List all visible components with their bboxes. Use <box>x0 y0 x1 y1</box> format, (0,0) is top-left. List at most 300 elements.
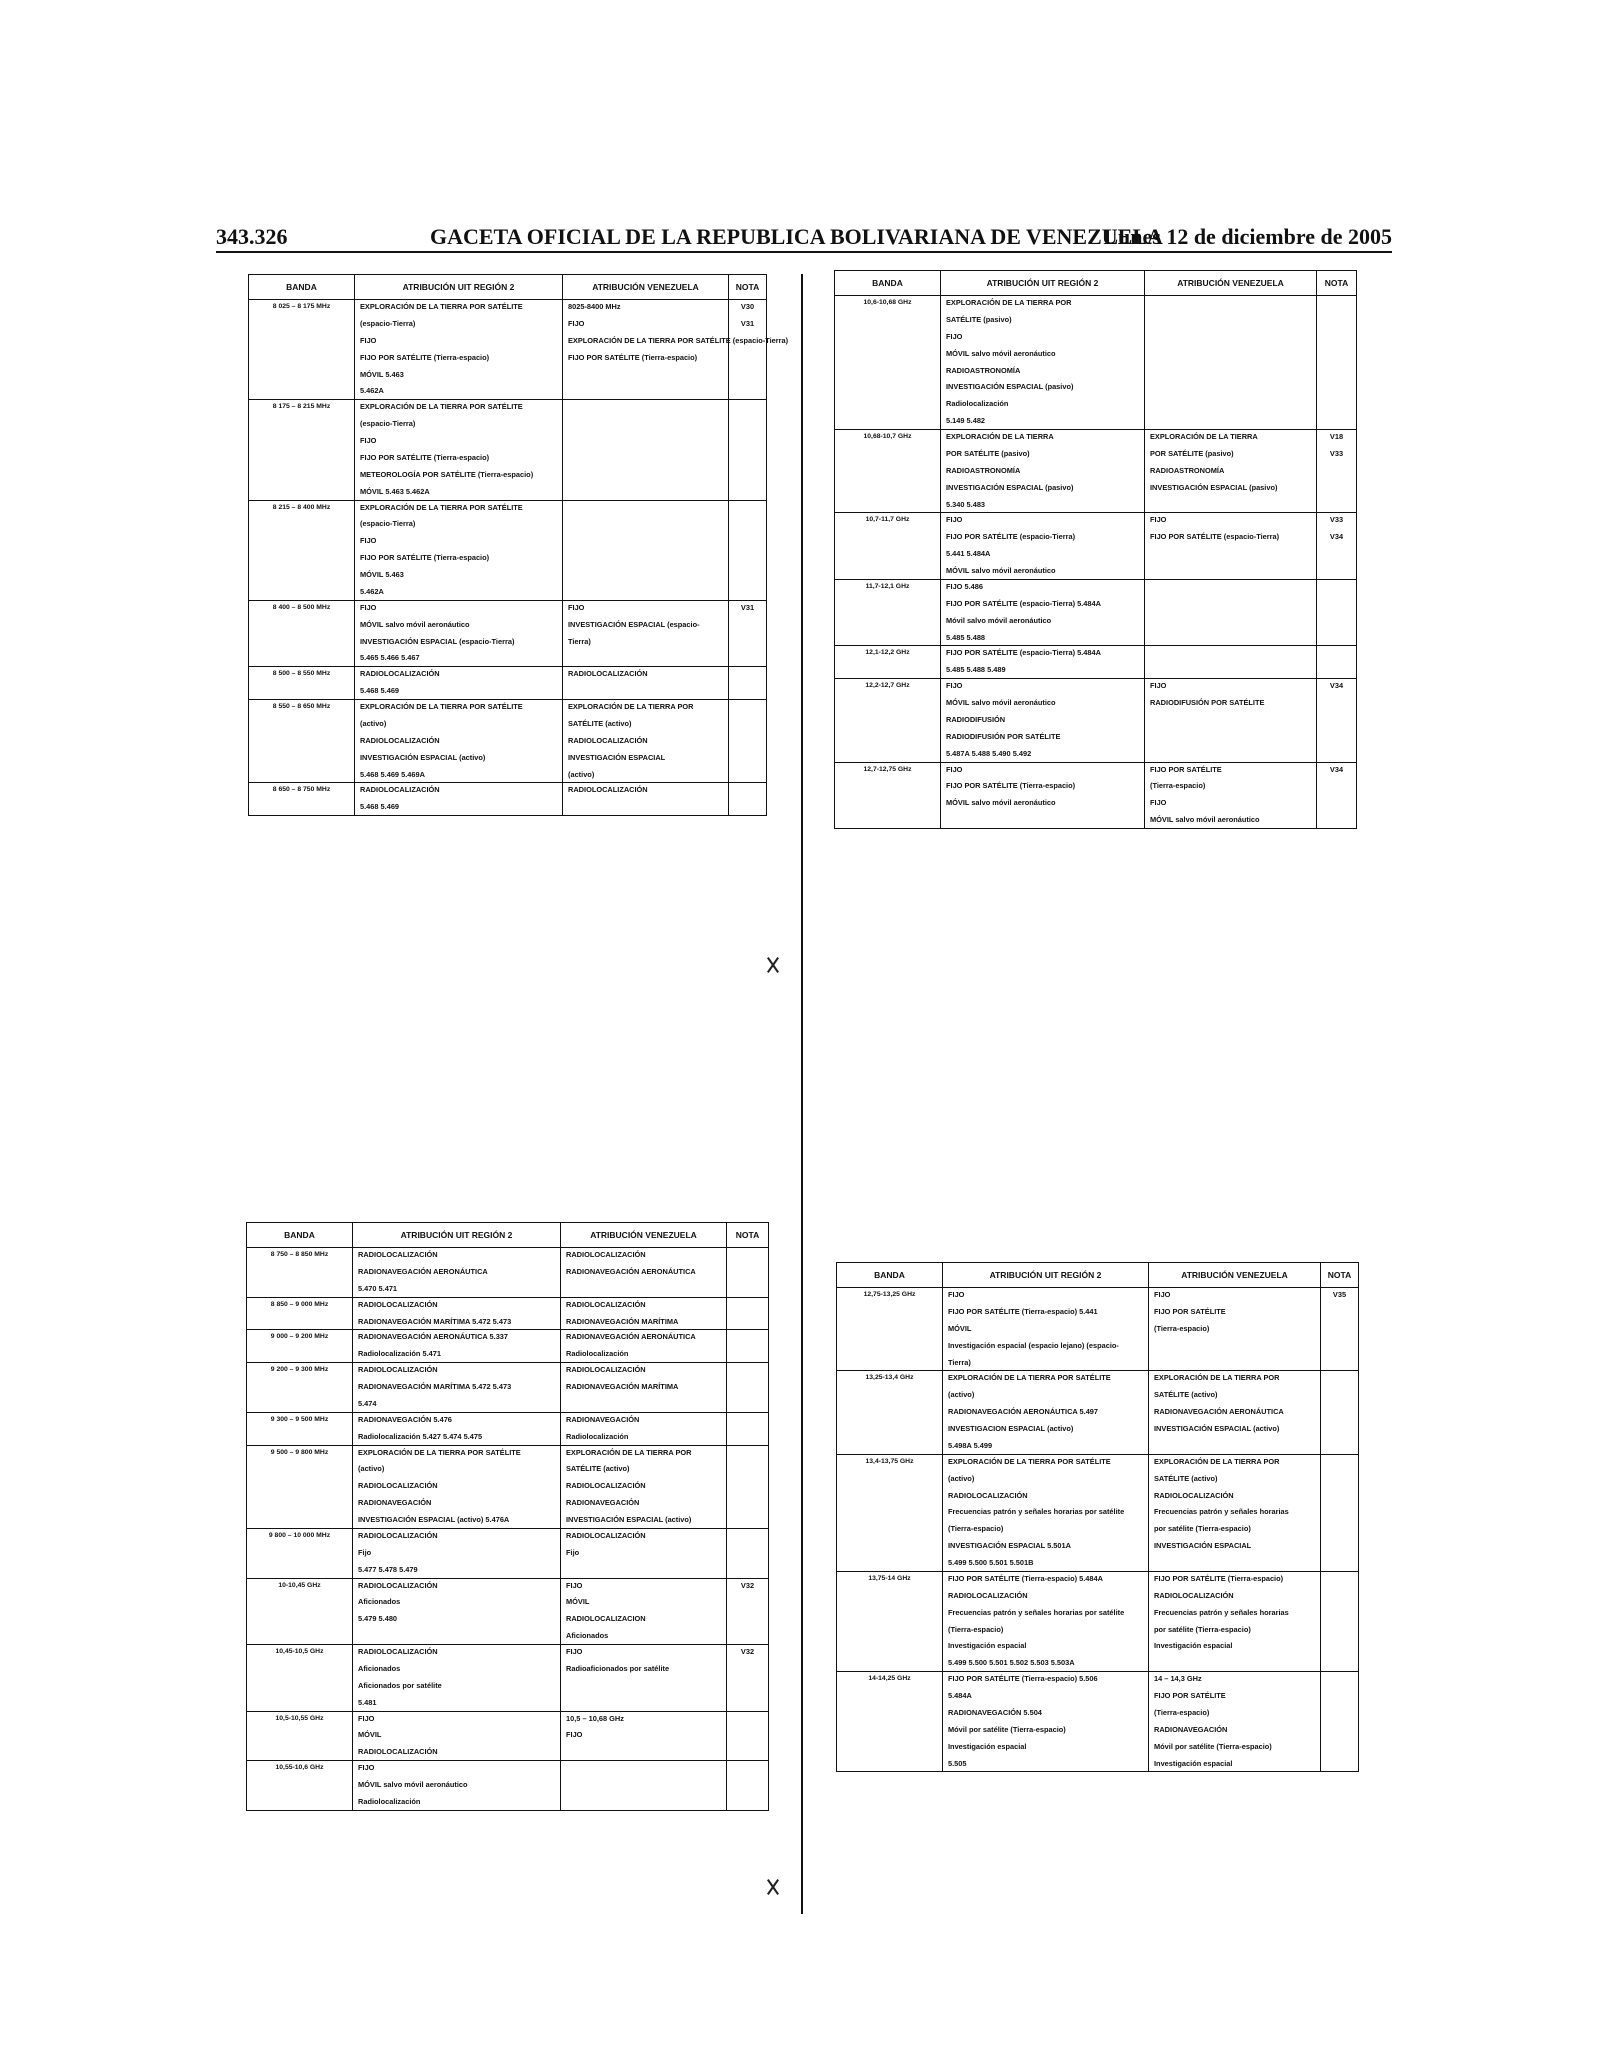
allocation-line: RADIONAVEGACIÓN MARÍTIMA <box>566 1382 679 1391</box>
allocation-line: RADIOLOCALIZACIÓN <box>360 735 440 745</box>
gazette-title: GACETA OFICIAL DE LA REPUBLICA BOLIVARIANA DE VENEZUELA <box>430 224 1163 249</box>
uit-allocation-cell <box>941 513 1145 580</box>
allocation-line: Investigación espacial <box>948 1741 1027 1751</box>
allocation-line: INVESTIGACIÓN ESPACIAL (activo) <box>1154 1424 1280 1433</box>
allocation-line: EXPLORACIÓN DE LA TIERRA POR SATÉLITE <box>360 502 523 512</box>
band-cell: 10,45-10,5 GHz <box>247 1645 353 1712</box>
note-cell <box>1317 296 1357 430</box>
uit-allocation-cell <box>353 1645 561 1712</box>
allocation-line: FIJO POR SATÉLITE (espacio-Tierra) <box>1150 532 1280 542</box>
uit-allocation-cell <box>353 1297 561 1330</box>
allocation-line: 5.487A 5.488 5.490 5.492 <box>946 748 1032 758</box>
table-row <box>835 513 1357 580</box>
allocation-line: 5.505 <box>948 1758 967 1768</box>
note-code: V32 <box>740 1580 755 1590</box>
allocation-line: RADIOASTRONOMÍA <box>1150 465 1225 475</box>
allocation-line: RADIOLOCALIZACIÓN <box>358 1647 438 1656</box>
allocation-line: RADIONAVEGACIÓN <box>566 1414 640 1424</box>
band-cell: 13,75-14 GHz <box>837 1571 943 1671</box>
allocation-line: FIJO <box>566 1580 583 1590</box>
allocation-line: 5.474 <box>358 1398 377 1408</box>
column-header: NOTA <box>1321 1263 1359 1288</box>
allocation-line: Investigación espacial <box>948 1641 1027 1651</box>
allocation-line: 5.485 5.488 5.489 <box>946 665 1006 675</box>
note-code: V33 <box>1329 448 1344 458</box>
allocation-line: 5.485 5.488 <box>946 632 986 642</box>
allocation-line: INVESTIGACIÓN ESPACIAL 5.501A <box>948 1541 1071 1551</box>
note-cell <box>1317 646 1357 679</box>
note-cell <box>729 400 767 500</box>
band-cell: 12,1-12,2 GHz <box>835 646 941 679</box>
allocation-line: (Tierra-espacio) <box>1150 781 1206 791</box>
allocation-line: INVESTIGACION ESPACIAL (activo) <box>948 1424 1074 1433</box>
allocation-line: FIJO POR SATÉLITE (espacio-Tierra) 5.484A <box>946 648 1101 658</box>
column-header: BANDA <box>835 271 941 296</box>
allocation-line: 5.462A <box>360 586 384 596</box>
allocation-line: POR SATÉLITE (pasivo) <box>946 448 1030 458</box>
allocation-line: Móvil salvo móvil aeronáutico <box>946 615 1052 625</box>
table-row <box>837 1571 1359 1671</box>
note-cell <box>727 1330 769 1363</box>
column-header: NOTA <box>727 1223 769 1248</box>
band-cell: 9 800 – 10 000 MHz <box>247 1528 353 1578</box>
band-cell: 10,6-10,68 GHz <box>835 296 941 430</box>
note-code: V34 <box>1329 532 1344 542</box>
allocation-line: Aficionados <box>358 1597 401 1607</box>
allocation-line: FIJO POR SATÉLITE (espacio-Tierra) <box>946 532 1076 542</box>
band-cell: 12,7-12,75 GHz <box>835 762 941 829</box>
allocation-line: (Tierra-espacio) <box>1154 1323 1210 1333</box>
allocation-line: (activo) <box>948 1390 975 1400</box>
table-row <box>249 400 767 500</box>
table-row <box>247 1330 769 1363</box>
note-cell <box>729 600 767 667</box>
allocation-line: Móvil por satélite (Tierra-espacio) <box>948 1724 1066 1734</box>
allocation-line: FIJO POR SATÉLITE (Tierra-espacio) <box>946 781 1076 791</box>
allocation-line: FIJO <box>1150 798 1167 808</box>
note-cell <box>727 1711 769 1761</box>
band-cell: 12,2-12,7 GHz <box>835 679 941 762</box>
table-row <box>249 600 767 667</box>
note-cell <box>729 300 767 400</box>
allocation-line: MÓVIL salvo móvil aeronáutico <box>946 348 1056 358</box>
uit-allocation-cell <box>943 1571 1149 1671</box>
table-row <box>837 1288 1359 1371</box>
allocation-line: 5.481 <box>358 1697 377 1707</box>
note-cell <box>727 1528 769 1578</box>
table-row <box>247 1248 769 1298</box>
table-row <box>837 1672 1359 1772</box>
column-header: BANDA <box>247 1223 353 1248</box>
allocation-line: FIJO 5.486 <box>946 581 983 591</box>
venezuela-allocation-cell <box>1149 1371 1321 1454</box>
column-header: ATRIBUCIÓN VENEZUELA <box>1145 271 1317 296</box>
allocation-line: FIJO POR SATÉLITE (Tierra-espacio) <box>360 452 490 462</box>
band-table-4 <box>836 1262 1359 1772</box>
allocation-line: 5.484A <box>948 1691 972 1700</box>
note-code: V31 <box>740 318 755 328</box>
allocation-line: 5.468 5.469 5.469A <box>360 769 425 779</box>
allocation-line: INVESTIGACIÓN ESPACIAL (activo) <box>566 1515 692 1524</box>
venezuela-allocation-cell <box>563 667 729 700</box>
note-code: V30 <box>740 302 755 311</box>
note-code: V34 <box>1329 764 1344 774</box>
allocation-line: INVESTIGACIÓN ESPACIAL <box>568 752 666 762</box>
note-cell <box>727 1363 769 1413</box>
venezuela-allocation-cell <box>1149 1454 1321 1571</box>
allocation-line: FIJO <box>946 681 963 691</box>
table-header-row <box>835 271 1357 296</box>
allocation-line: 5.340 5.483 <box>946 499 986 509</box>
allocation-line: (activo) <box>948 1473 975 1483</box>
note-code: V32 <box>740 1647 755 1656</box>
venezuela-allocation-cell <box>561 1363 727 1413</box>
venezuela-allocation-cell <box>561 1248 727 1298</box>
table-row <box>837 1454 1359 1571</box>
table-header-row <box>837 1263 1359 1288</box>
allocation-line: RADIOLOCALIZACIÓN <box>568 735 648 745</box>
allocation-line: RADIONAVEGACIÓN MARÍTIMA <box>566 1316 679 1326</box>
venezuela-allocation-cell <box>1149 1288 1321 1371</box>
uit-allocation-cell <box>943 1672 1149 1772</box>
publication-date: Lunes 12 de diciembre de 2005 <box>1103 224 1392 249</box>
allocation-line: EXPLORACIÓN DE LA TIERRA POR SATÉLITE <box>358 1447 521 1457</box>
allocation-line: RADIOLOCALIZACIÓN <box>360 669 440 679</box>
allocation-line: EXPLORACIÓN DE LA TIERRA <box>946 432 1054 441</box>
band-table-3 <box>246 1222 769 1811</box>
allocation-line: FIJO <box>360 536 377 546</box>
allocation-line: Radiolocalización <box>946 399 1009 409</box>
allocation-line: FIJO <box>566 1647 583 1656</box>
allocation-line: MÓVIL <box>566 1597 590 1607</box>
uit-allocation-cell <box>941 646 1145 679</box>
allocation-line: 5.462A <box>360 386 384 396</box>
uit-allocation-cell <box>353 1445 561 1528</box>
column-header: ATRIBUCIÓN VENEZUELA <box>1149 1263 1321 1288</box>
allocation-line: MÓVIL salvo móvil aeronáutico <box>360 619 470 629</box>
uit-allocation-cell <box>355 700 563 783</box>
allocation-line: 5.468 5.469 <box>360 802 400 812</box>
allocation-line: EXPLORACIÓN DE LA TIERRA POR <box>566 1447 692 1457</box>
allocation-line: EXPLORACIÓN DE LA TIERRA <box>1150 432 1258 441</box>
allocation-line: por satélite (Tierra-espacio) <box>1154 1524 1251 1534</box>
table-header-row <box>249 275 767 300</box>
allocation-line: RADIOLOCALIZACION <box>566 1614 646 1624</box>
allocation-line: POR SATÉLITE (pasivo) <box>1150 448 1234 458</box>
note-cell <box>727 1761 769 1811</box>
allocation-line: Aficionados por satélite <box>358 1680 442 1690</box>
band-cell: 10,55-10,6 GHz <box>247 1761 353 1811</box>
column-divider <box>801 274 803 1914</box>
allocation-line: Fijo <box>358 1547 372 1557</box>
note-cell <box>1317 579 1357 646</box>
allocation-line: (espacio-Tierra) <box>360 318 416 328</box>
note-cell <box>727 1445 769 1528</box>
table-row <box>835 579 1357 646</box>
band-cell: 11,7-12,1 GHz <box>835 579 941 646</box>
allocation-line: 14 – 14,3 GHz <box>1154 1674 1202 1684</box>
allocation-line: Radiolocalización 5.471 <box>358 1349 441 1359</box>
venezuela-allocation-cell <box>561 1578 727 1645</box>
allocation-line: Radiolocalización <box>566 1349 629 1359</box>
allocation-line: FIJO <box>568 602 585 612</box>
allocation-line: 5.149 5.482 <box>946 416 986 426</box>
venezuela-allocation-cell <box>1149 1672 1321 1772</box>
allocation-line: SATÉLITE (activo) <box>568 718 632 728</box>
uit-allocation-cell <box>353 1363 561 1413</box>
allocation-line: Aficionados <box>358 1663 401 1673</box>
column-header: BANDA <box>837 1263 943 1288</box>
uit-allocation-cell <box>941 579 1145 646</box>
allocation-line: (espacio-Tierra) <box>360 419 416 429</box>
note-cell <box>729 700 767 783</box>
table-row <box>247 1363 769 1413</box>
uit-allocation-cell <box>943 1371 1149 1454</box>
table-row <box>247 1711 769 1761</box>
uit-allocation-cell <box>353 1528 561 1578</box>
allocation-line: INVESTIGACIÓN ESPACIAL <box>1154 1541 1252 1551</box>
allocation-line: MÓVIL salvo móvil aeronáutico <box>946 698 1056 707</box>
allocation-line: RADIOLOCALIZACIÓN <box>358 1250 438 1259</box>
allocation-line: FIJO POR SATÉLITE <box>1150 764 1222 774</box>
band-cell: 10,68-10,7 GHz <box>835 430 941 513</box>
uit-allocation-cell <box>941 679 1145 762</box>
allocation-line: RADIONAVEGACIÓN AERONÁUTICA <box>566 1266 696 1276</box>
uit-allocation-cell <box>353 1578 561 1645</box>
allocation-line: 10,5 – 10,68 GHz <box>566 1713 624 1723</box>
venezuela-allocation-cell <box>561 1330 727 1363</box>
band-cell: 9 000 – 9 200 MHz <box>247 1330 353 1363</box>
band-cell: 10,7-11,7 GHz <box>835 513 941 580</box>
table-row <box>835 679 1357 762</box>
venezuela-allocation-cell <box>563 783 729 816</box>
allocation-line: RADIONAVEGACIÓN AERONÁUTICA <box>1154 1407 1284 1417</box>
allocation-line: RADIOLOCALIZACIÓN <box>1154 1590 1234 1600</box>
allocation-line: FIJO <box>946 515 963 525</box>
allocation-line: RADIOLOCALIZACIÓN <box>948 1590 1028 1600</box>
allocation-line: INVESTIGACIÓN ESPACIAL (activo) <box>360 752 486 762</box>
column-header: ATRIBUCIÓN UIT REGIÓN 2 <box>941 271 1145 296</box>
column-header: ATRIBUCIÓN VENEZUELA <box>561 1223 727 1248</box>
allocation-line: Radiolocalización 5.427 5.474 5.475 <box>358 1431 483 1441</box>
allocation-line: Fijo <box>566 1547 580 1557</box>
note-cell <box>727 1297 769 1330</box>
allocation-line: RADIONAVEGACIÓN AERONÁUTICA 5.497 <box>948 1407 1099 1417</box>
allocation-line: FIJO <box>1154 1290 1171 1299</box>
table-row <box>249 667 767 700</box>
allocation-line: Aficionados <box>566 1631 609 1641</box>
band-cell: 13,25-13,4 GHz <box>837 1371 943 1454</box>
handwritten-mark <box>770 962 776 968</box>
allocation-line: SATÉLITE (activo) <box>1154 1390 1218 1400</box>
allocation-line: FIJO <box>568 318 585 328</box>
allocation-line: EXPLORACIÓN DE LA TIERRA POR SATÉLITE <box>948 1456 1111 1466</box>
allocation-line: FIJO POR SATÉLITE (Tierra-espacio) <box>360 352 490 362</box>
allocation-line: MÓVIL 5.463 <box>360 570 404 579</box>
allocation-line: EXPLORACIÓN DE LA TIERRA POR SATÉLITE (espacio-Tierra) <box>568 335 789 345</box>
allocation-line: FIJO POR SATÉLITE (espacio-Tierra) 5.484A <box>946 598 1101 608</box>
allocation-line: Frecuencias patrón y señales horarias por satélite <box>948 1607 1125 1617</box>
band-cell: 8 650 – 8 750 MHz <box>249 783 355 816</box>
uit-allocation-cell <box>941 296 1145 430</box>
allocation-line: FIJO <box>946 331 963 341</box>
note-cell <box>729 500 767 600</box>
note-code: V35 <box>1332 1290 1347 1299</box>
uit-allocation-cell <box>943 1454 1149 1571</box>
band-cell: 8 750 – 8 850 MHz <box>247 1248 353 1298</box>
band-cell: 9 300 – 9 500 MHz <box>247 1412 353 1445</box>
venezuela-allocation-cell <box>561 1528 727 1578</box>
allocation-line: RADIOLOCALIZACIÓN <box>358 1299 438 1309</box>
allocation-line: EXPLORACIÓN DE LA TIERRA POR <box>568 702 694 711</box>
column-header: NOTA <box>729 275 767 300</box>
allocation-line: RADIONAVEGACIÓN AERONÁUTICA <box>566 1332 696 1342</box>
allocation-line: FIJO POR SATÉLITE (Tierra-espacio) 5.506 <box>948 1674 1098 1684</box>
table-row <box>835 430 1357 513</box>
uit-allocation-cell <box>353 1711 561 1761</box>
note-cell <box>1321 1288 1359 1371</box>
allocation-line: RADIONAVEGACIÓN AERONÁUTICA 5.337 <box>358 1332 509 1342</box>
note-code: V33 <box>1329 515 1344 525</box>
band-cell: 10,5-10,55 GHz <box>247 1711 353 1761</box>
uit-allocation-cell <box>353 1761 561 1811</box>
allocation-line: RADIOLOCALIZACIÓN <box>360 785 440 795</box>
venezuela-allocation-cell <box>1145 646 1317 679</box>
venezuela-allocation-cell <box>1145 679 1317 762</box>
allocation-line: 5.470 5.471 <box>358 1283 398 1293</box>
venezuela-allocation-cell <box>561 1711 727 1761</box>
header-rule <box>216 251 1392 253</box>
allocation-line: FIJO <box>1150 515 1167 525</box>
band-cell: 8 850 – 9 000 MHz <box>247 1297 353 1330</box>
venezuela-allocation-cell <box>561 1297 727 1330</box>
table-row <box>249 500 767 600</box>
allocation-line: EXPLORACIÓN DE LA TIERRA POR SATÉLITE <box>360 702 523 711</box>
allocation-line: FIJO POR SATÉLITE (Tierra-espacio) 5.484A <box>948 1573 1103 1583</box>
allocation-line: FIJO <box>946 764 963 774</box>
allocation-line: FIJO POR SATÉLITE <box>1154 1306 1226 1316</box>
note-cell <box>1317 679 1357 762</box>
uit-allocation-cell <box>353 1330 561 1363</box>
allocation-line: MÓVIL 5.463 5.462A <box>360 486 430 496</box>
uit-allocation-cell <box>355 300 563 400</box>
allocation-line: EXPLORACIÓN DE LA TIERRA POR <box>946 298 1072 307</box>
allocation-line: RADIOASTRONOMÍA <box>946 365 1021 375</box>
allocation-line: FIJO POR SATÉLITE (Tierra-espacio) 5.441 <box>948 1306 1098 1316</box>
uit-allocation-cell <box>355 667 563 700</box>
venezuela-allocation-cell <box>561 1412 727 1445</box>
allocation-line: RADIOLOCALIZACIÓN <box>358 1530 438 1540</box>
band-cell: 8 025 – 8 175 MHz <box>249 300 355 400</box>
note-cell <box>727 1645 769 1712</box>
allocation-line: RADIOLOCALIZACIÓN <box>566 1250 646 1259</box>
allocation-line: RADIOLOCALIZACIÓN <box>358 1747 438 1757</box>
allocation-line: RADIODIFUSIÓN POR SATÉLITE <box>946 731 1061 741</box>
allocation-line: (espacio-Tierra) <box>360 519 416 529</box>
table-row <box>247 1645 769 1712</box>
venezuela-allocation-cell <box>563 500 729 600</box>
allocation-line: INVESTIGACIÓN ESPACIAL (pasivo) <box>1150 482 1278 492</box>
allocation-line: METEOROLOGÍA POR SATÉLITE (Tierra-espacio) <box>360 469 534 479</box>
allocation-line: RADIONAVEGACIÓN 5.504 <box>948 1707 1042 1717</box>
allocation-line: EXPLORACIÓN DE LA TIERRA POR SATÉLITE <box>948 1373 1111 1383</box>
allocation-line: RADIOASTRONOMÍA <box>946 465 1021 475</box>
allocation-line: MÓVIL salvo móvil aeronáutico <box>1150 815 1260 825</box>
column-header: BANDA <box>249 275 355 300</box>
allocation-line: Frecuencias patrón y señales horarias por satélite <box>948 1507 1125 1517</box>
band-cell: 8 215 – 8 400 MHz <box>249 500 355 600</box>
allocation-line: MÓVIL salvo móvil aeronáutico <box>946 798 1056 808</box>
allocation-line: 8025-8400 MHz <box>568 302 621 311</box>
venezuela-allocation-cell <box>561 1761 727 1811</box>
uit-allocation-cell <box>355 400 563 500</box>
table-row <box>247 1761 769 1811</box>
page-header <box>216 224 1392 252</box>
table-row <box>247 1528 769 1578</box>
allocation-line: FIJO POR SATÉLITE (Tierra-espacio) <box>568 352 698 362</box>
venezuela-allocation-cell <box>563 700 729 783</box>
allocation-line: 5.499 5.500 5.501 5.502 5.503 5.503A <box>948 1658 1075 1668</box>
allocation-line: FIJO <box>1150 681 1167 691</box>
band-cell: 13,4-13,75 GHz <box>837 1454 943 1571</box>
allocation-line: EXPLORACIÓN DE LA TIERRA POR <box>1154 1456 1280 1466</box>
allocation-line: 5.477 5.478 5.479 <box>358 1564 418 1574</box>
allocation-line: MÓVIL <box>948 1323 972 1333</box>
allocation-line: (activo) <box>358 1464 385 1474</box>
allocation-line: RADIONAVEGACIÓN <box>1154 1724 1228 1734</box>
note-cell <box>729 783 767 816</box>
allocation-line: FIJO <box>360 335 377 345</box>
allocation-line: (activo) <box>360 718 387 728</box>
note-code: V34 <box>1329 681 1344 691</box>
table-row <box>247 1578 769 1645</box>
note-cell <box>727 1578 769 1645</box>
allocation-line: FIJO POR SATÉLITE <box>1154 1691 1226 1700</box>
column-header: ATRIBUCIÓN UIT REGIÓN 2 <box>943 1263 1149 1288</box>
venezuela-allocation-cell <box>1145 296 1317 430</box>
table-row <box>247 1445 769 1528</box>
allocation-line: Investigación espacial <box>1154 1641 1233 1651</box>
allocation-line: RADIOLOCALIZACIÓN <box>358 1365 438 1375</box>
note-code: V31 <box>740 602 755 612</box>
venezuela-allocation-cell <box>1145 579 1317 646</box>
uit-allocation-cell <box>941 762 1145 829</box>
band-cell: 9 500 – 9 800 MHz <box>247 1445 353 1528</box>
allocation-line: RADIOLOCALIZACIÓN <box>568 785 648 795</box>
band-table-1 <box>248 274 789 816</box>
allocation-line: MÓVIL <box>358 1730 382 1740</box>
allocation-line: RADIOLOCALIZACIÓN <box>358 1481 438 1491</box>
allocation-line: SATÉLITE (pasivo) <box>946 314 1012 324</box>
allocation-line: MÓVIL salvo móvil aeronáutico <box>358 1780 468 1789</box>
venezuela-allocation-cell <box>1145 762 1317 829</box>
allocation-line: 5.479 5.480 <box>358 1614 398 1624</box>
allocation-line: FIJO <box>566 1730 583 1740</box>
allocation-line: RADIONAVEGACIÓN 5.476 <box>358 1414 452 1424</box>
band-cell: 12,75-13,25 GHz <box>837 1288 943 1371</box>
note-cell <box>1321 1454 1359 1571</box>
allocation-line: FIJO POR SATÉLITE (Tierra-espacio) <box>360 553 490 563</box>
allocation-line: Investigación espacial (espacio lejano) (espacio- <box>948 1340 1119 1350</box>
allocation-line: FIJO <box>360 602 377 612</box>
allocation-line: MÓVIL salvo móvil aeronáutico <box>946 566 1056 575</box>
venezuela-allocation-cell <box>561 1645 727 1712</box>
uit-allocation-cell <box>943 1288 1149 1371</box>
allocation-line: (Tierra-espacio) <box>948 1624 1004 1634</box>
allocation-line: Móvil por satélite (Tierra-espacio) <box>1154 1741 1272 1751</box>
allocation-line: Frecuencias patrón y señales horarias <box>1154 1607 1289 1617</box>
table-row <box>249 783 767 816</box>
